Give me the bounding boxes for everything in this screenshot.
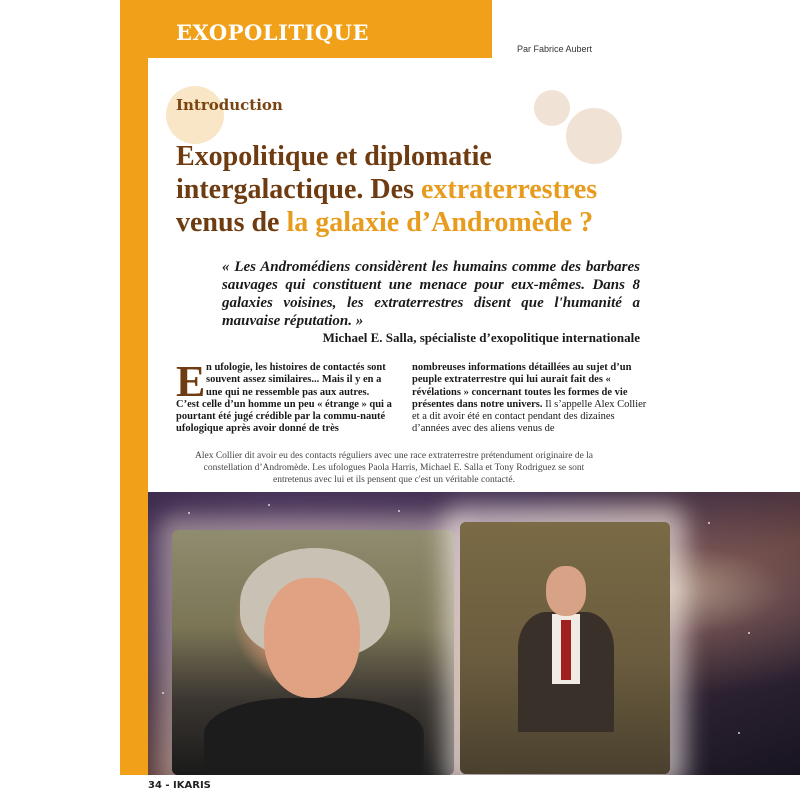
headline-part: venus de	[176, 207, 287, 238]
pull-quote: « Les Andromédiens considèrent les humains comme des barbares sauvages qui constituent une menace pour eux-mêmes. Dans 8 galaxies voisines, les extraterrestres disent que l'humanité a mauvaise réputation. »	[222, 259, 640, 329]
column-text: C’est celle d’un homme un peu « étrange » qui a pourtant été jugé crédible par la commu-nauté ufologique après avoir donné de très	[176, 398, 392, 435]
orange-side-bar	[120, 0, 148, 775]
photo-caption: Alex Collier dit avoir eu des contacts réguliers avec une race extraterrestre prétendument originaire de la constellation d’Andromède. Les ufologues Paola Harris, Michael E. Salla et Tony Rodriguez se sont entretenus avec lui et ils pensent que c'est un véritable contacté.	[194, 451, 594, 485]
headline-part: Exopolitique et diplomatie intergalactique. Des	[176, 141, 492, 205]
quote-author: Michael E. Salla, spécialiste d’exopolitique internationale	[322, 330, 640, 345]
column-text-bold: nombreuses informations détaillées au sujet d’un peuple extraterrestre qui lui aurait fait des « révélations » concernant toutes les formes de vie présentes dans notre univers.	[412, 362, 632, 410]
text-column-1	[176, 357, 408, 436]
kicker: Introduction	[176, 96, 283, 114]
decorative-circle	[534, 90, 570, 126]
decorative-circle	[166, 86, 224, 144]
section-title: EXOPOLITIQUE	[176, 20, 369, 45]
headline-accent: la galaxie d’Andromède ?	[286, 207, 594, 238]
headline-accent: extraterrestres	[420, 174, 598, 205]
column-text: Il s’appelle Alex Collier et a dit avoir été en contact pendant des dizaines d’années avec des aliens venus de	[412, 398, 647, 435]
headline	[176, 140, 656, 239]
column-line: souvent assez similaires... Mais il y en a	[206, 374, 382, 386]
byline: Par Fabrice Aubert	[516, 44, 592, 54]
portrait-speaker	[460, 522, 670, 774]
column-line: n ufologie, les histoires de contactés sont	[206, 362, 386, 373]
portrait-alex-collier	[172, 530, 454, 775]
column-line: une qui ne ressemble pas aux autres.	[206, 386, 370, 398]
article-photo	[148, 492, 800, 775]
text-column-2	[412, 362, 648, 436]
page-footer: 34 - IKARIS	[148, 780, 211, 791]
drop-cap: E	[176, 357, 206, 406]
